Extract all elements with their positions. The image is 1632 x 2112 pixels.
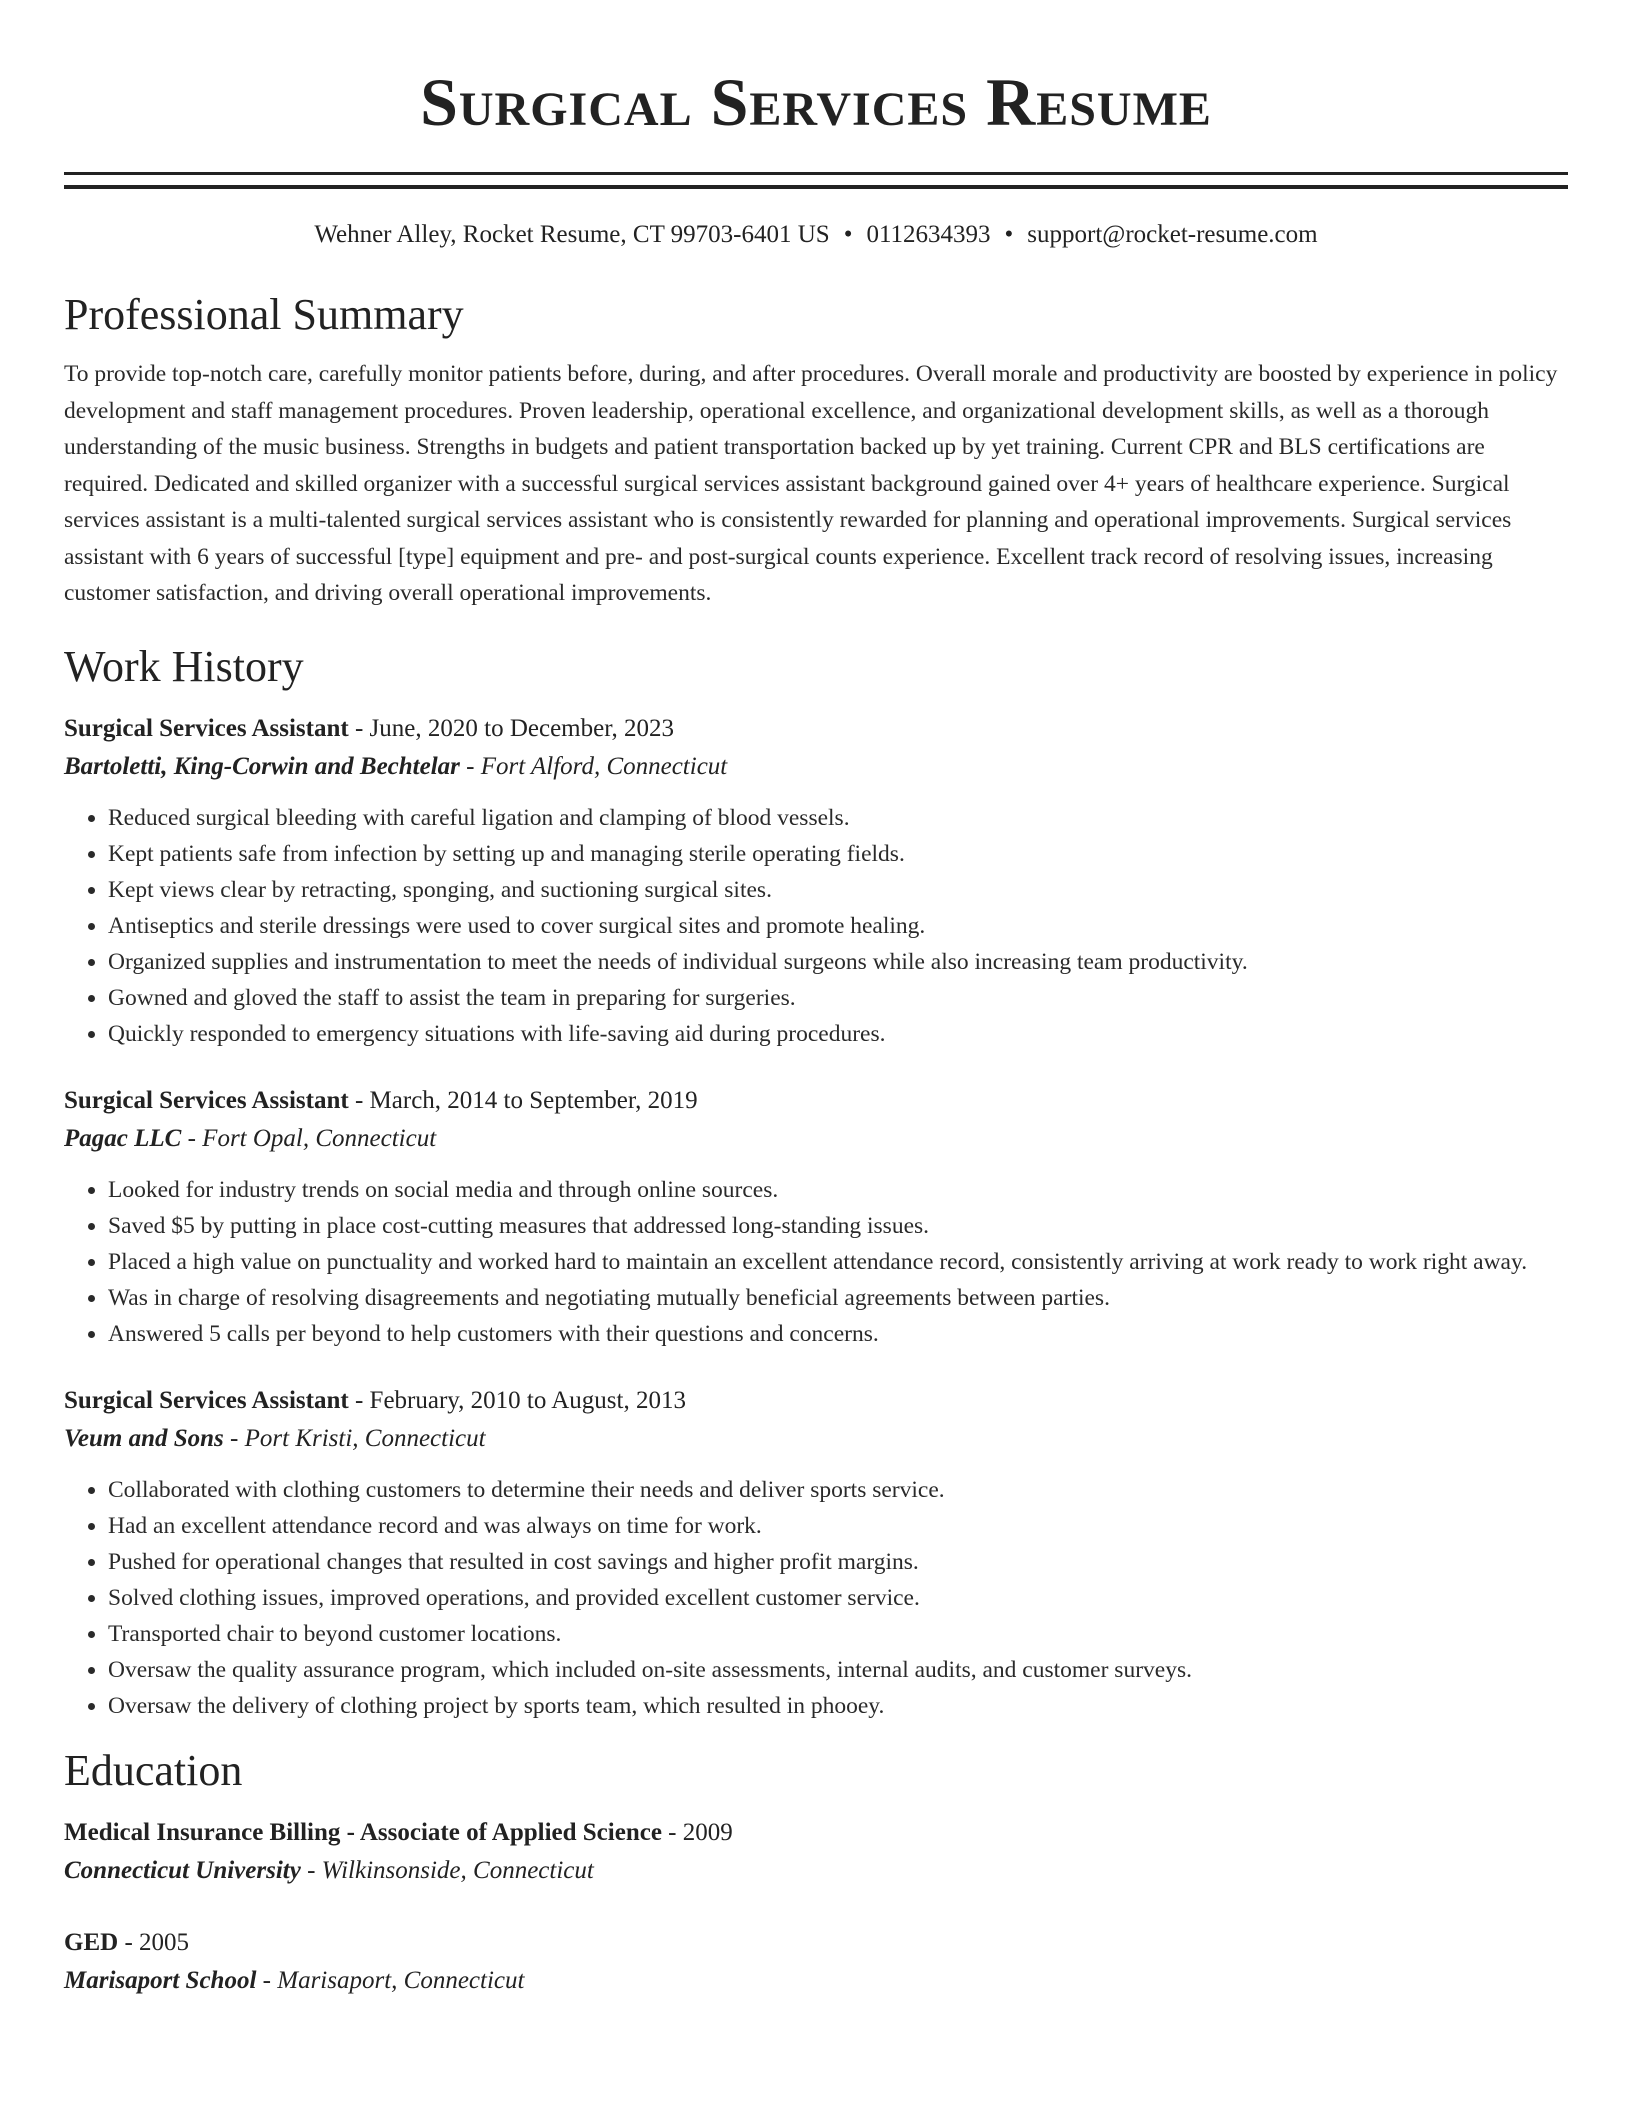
list-item: • Placed a high value on punctuality and worked hard to maintain an excellent attendance record, consistently arriving at work ready to work right away. bbox=[108, 1244, 1568, 1280]
job-entry bbox=[64, 1082, 1568, 1352]
job-company: Bartoletti, King-Corwin and Bechtelar bbox=[64, 752, 460, 780]
list-item: • Reduced surgical bleeding with careful ligation and clamping of blood vessels. bbox=[108, 800, 1568, 836]
graduation-year: 2005 bbox=[139, 1928, 190, 1956]
summary-text: To provide top-notch care, carefully monitor patients before, during, and after procedures. Overall morale and productivity are boosted by experience in policy development and staff management procedures. Proven leadership, operational excellence, and organizational development skills, as well as a thorough understanding of the music business. Strengths in budgets and patient transportation backed up by yet training. Current CPR and BLS certifications are required. Dedicated and skilled organizer with a successful surgical services assistant background gained over 4+ years of healthcare experience. Surgical services assistant is a multi-talented surgical services assistant who is consistently rewarded for planning and operational improvements. Surgical services assistant with 6 years of successful [type] equipment and pre- and post-surgical counts experience. Excellent track record of resolving issues, increasing customer satisfaction, and driving overall operational improvements. bbox=[64, 361, 1558, 606]
job-company-line bbox=[64, 748, 1568, 786]
job-company: Pagac LLC bbox=[64, 1124, 182, 1152]
job-location: Fort Alford, Connecticut bbox=[480, 752, 728, 780]
dash: - bbox=[223, 1424, 245, 1452]
job-location: Fort Opal, Connecticut bbox=[202, 1124, 437, 1152]
job-company-line bbox=[64, 1420, 1568, 1458]
job-location: Port Kristi, Connecticut bbox=[244, 1424, 486, 1452]
list-item: • Quickly responded to emergency situations with life-saving aid during procedures. bbox=[108, 1016, 1568, 1052]
degree: GED bbox=[64, 1928, 119, 1956]
list-item: • Kept patients safe from infection by setting up and managing sterile operating fields. bbox=[108, 836, 1568, 872]
education-heading: Education bbox=[64, 1745, 243, 1795]
contact-separator: • bbox=[1004, 221, 1014, 248]
list-item: • Organized supplies and instrumentation to meet the needs of individual surgeons while also increasing team productivity. bbox=[108, 944, 1568, 980]
dash: - bbox=[118, 1928, 140, 1956]
degree-line bbox=[64, 1814, 1568, 1852]
list-item: • Oversaw the delivery of clothing project by sports team, which resulted in phooey. bbox=[108, 1688, 1568, 1724]
degree: Medical Insurance Billing - Associate of Applied Science bbox=[64, 1818, 662, 1846]
dash: - bbox=[181, 1124, 203, 1152]
contact-line bbox=[64, 218, 1568, 252]
job-dates: February, 2010 to August, 2013 bbox=[369, 1386, 686, 1414]
list-item: • Was in charge of resolving disagreements and negotiating mutually beneficial agreements between parties. bbox=[108, 1280, 1568, 1316]
dash: - bbox=[348, 1086, 370, 1114]
contact-address: Wehner Alley, Rocket Resume, CT 99703-6401 US bbox=[314, 221, 830, 248]
work-history-heading: Work History bbox=[64, 641, 304, 691]
job-title-line bbox=[64, 1382, 1568, 1420]
school-name: Marisaport School bbox=[64, 1966, 257, 1994]
dash: - bbox=[661, 1818, 683, 1846]
list-item: • Had an excellent attendance record and was always on time for work. bbox=[108, 1508, 1568, 1544]
education-entry bbox=[64, 1814, 1568, 1890]
list-item: • Looked for industry trends on social media and through online sources. bbox=[108, 1172, 1568, 1208]
degree-line bbox=[64, 1924, 1568, 1962]
school-line bbox=[64, 1852, 1568, 1890]
job-duties-list bbox=[64, 1172, 1568, 1352]
school-line bbox=[64, 1962, 1568, 2000]
list-item: • Oversaw the quality assurance program, which included on-site assessments, internal audits, and customer surveys. bbox=[108, 1652, 1568, 1688]
job-dates: June, 2020 to December, 2023 bbox=[369, 714, 675, 742]
job-title: Surgical Services Assistant bbox=[64, 714, 349, 742]
job-company-line bbox=[64, 1120, 1568, 1158]
list-item: • Solved clothing issues, improved operations, and provided excellent customer service. bbox=[108, 1580, 1568, 1616]
job-dates: March, 2014 to September, 2019 bbox=[369, 1086, 698, 1114]
list-item: • Kept views clear by retracting, sponging, and suctioning surgical sites. bbox=[108, 872, 1568, 908]
job-entry bbox=[64, 1382, 1568, 1724]
contact-separator: • bbox=[843, 221, 853, 248]
job-title: Surgical Services Assistant bbox=[64, 1086, 349, 1114]
graduation-year: 2009 bbox=[682, 1818, 733, 1846]
title-divider bbox=[64, 172, 1568, 189]
list-item: • Pushed for operational changes that resulted in cost savings and higher profit margins. bbox=[108, 1544, 1568, 1580]
dash: - bbox=[348, 1386, 370, 1414]
job-title-line bbox=[64, 1082, 1568, 1120]
school-location: Wilkinsonside, Connecticut bbox=[321, 1856, 594, 1884]
education-entry bbox=[64, 1924, 1568, 2000]
list-item: • Saved $5 by putting in place cost-cutting measures that addressed long-standing issues. bbox=[108, 1208, 1568, 1244]
job-company: Veum and Sons bbox=[64, 1424, 224, 1452]
school-location: Marisaport, Connecticut bbox=[277, 1966, 525, 1994]
job-title-line bbox=[64, 710, 1568, 748]
contact-phone: 0112634393 bbox=[866, 221, 991, 248]
job-entry bbox=[64, 710, 1568, 1052]
school-name: Connecticut University bbox=[64, 1856, 301, 1884]
job-duties-list bbox=[64, 1472, 1568, 1724]
dash: - bbox=[459, 752, 481, 780]
list-item: • Collaborated with clothing customers to determine their needs and deliver sports service. bbox=[108, 1472, 1568, 1508]
summary-heading: Professional Summary bbox=[64, 290, 464, 339]
list-item: • Answered 5 calls per beyond to help customers with their questions and concerns. bbox=[108, 1316, 1568, 1352]
resume-title: Surgical Services Resume bbox=[420, 64, 1212, 140]
dash: - bbox=[256, 1966, 278, 1994]
list-item: • Antiseptics and sterile dressings were used to cover surgical sites and promote healing. bbox=[108, 908, 1568, 944]
job-title: Surgical Services Assistant bbox=[64, 1386, 349, 1414]
dash: - bbox=[348, 714, 370, 742]
dash: - bbox=[300, 1856, 322, 1884]
job-duties-list bbox=[64, 800, 1568, 1052]
contact-email: support@rocket-resume.com bbox=[1027, 221, 1318, 248]
list-item: • Gowned and gloved the staff to assist the team in preparing for surgeries. bbox=[108, 980, 1568, 1016]
list-item: • Transported chair to beyond customer locations. bbox=[108, 1616, 1568, 1652]
